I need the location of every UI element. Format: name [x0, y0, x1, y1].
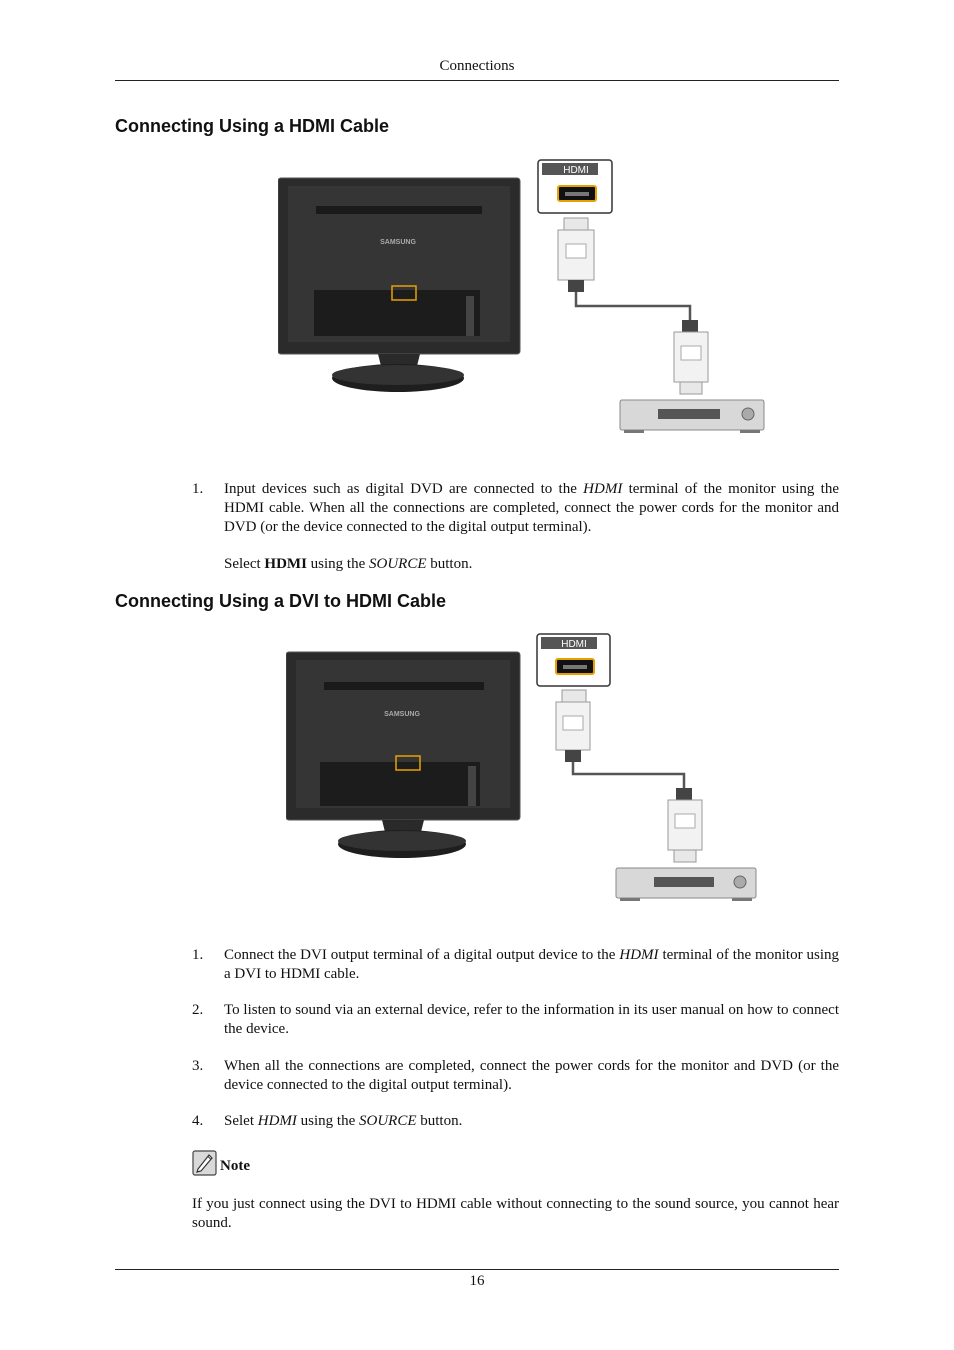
page-number: 16 [469, 1273, 485, 1289]
note-header [192, 1148, 250, 1176]
list-item: 1. Connect the DVI output terminal of a digital output device to the HDMI terminal of the monitor using a DVI to HDMI cable. [192, 947, 839, 982]
footer-rule [115, 1269, 839, 1270]
note-pencil-icon [192, 1150, 217, 1176]
section-heading-hdmi: Connecting Using a HDMI Cable [115, 116, 390, 136]
dvi-hdmi-connection-figure [286, 632, 760, 909]
monitor-brand-label: SAMSUNG [384, 711, 420, 718]
hdmi-plug-top [556, 690, 590, 762]
monitor-back-illustration [286, 652, 520, 858]
list-item: 1. Input devices such as digital DVD are connected to the HDMI terminal of the monitor using the HDMI cable. When all the connections are completed, connect the power cords for the monitor and DVD (or the device connected to the digital output terminal). [192, 481, 839, 535]
hdmi-port-label: HDMI [561, 639, 587, 650]
header-rule [115, 80, 839, 81]
list-item: 3. When all the connections are completed, connect the power cords for the monitor and DVD (or the device connected to the digital output terminal). [192, 1058, 839, 1093]
hdmi-port-label: HDMI [563, 165, 589, 176]
list-item: 4. Selet HDMI using the SOURCE button. [192, 1113, 463, 1129]
hdmi-plug-bottom [674, 320, 708, 394]
monitor-back-illustration [278, 178, 520, 392]
page-header: Connections [439, 58, 515, 74]
section-heading-dvi-hdmi: Connecting Using a DVI to HDMI Cable [115, 591, 447, 611]
hdmi-plug-top [558, 218, 594, 292]
list-item: 2. To listen to sound via an external device, refer to the information in its user manual on how to connect the device. [192, 1002, 839, 1037]
hdmi-connection-figure [278, 158, 768, 443]
note-label: Note [220, 1158, 250, 1174]
monitor-brand-label: SAMSUNG [380, 239, 416, 246]
dvd-player-illustration [620, 400, 764, 433]
select-instruction: Select HDMI using the SOURCE button. [224, 556, 473, 572]
dvi-plug-bottom [668, 788, 702, 862]
note-text: If you just connect using the DVI to HDMI cable without connecting to the sound source, you cannot hear sound. [192, 1196, 839, 1231]
dvd-player-illustration [616, 868, 756, 901]
